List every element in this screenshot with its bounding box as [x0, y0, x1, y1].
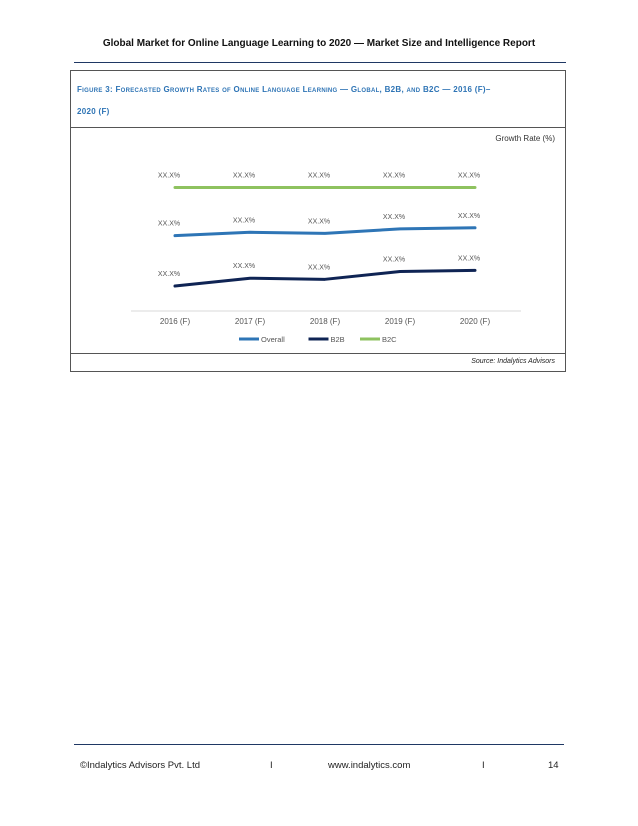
line-chart — [71, 71, 565, 371]
chart-title: Growth Rate (%) — [495, 134, 555, 143]
data-label-overall: XX.X% — [232, 217, 256, 225]
figure-box — [70, 70, 566, 372]
footer-separator: I — [270, 760, 273, 771]
footer-divider — [74, 744, 564, 745]
data-label-b2c: XX.X% — [457, 172, 481, 180]
figure-source: Source: Indalytics Advisors — [471, 358, 555, 365]
data-label-overall: XX.X% — [457, 212, 481, 220]
series-line-overall — [175, 228, 475, 236]
source-divider — [71, 353, 565, 354]
footer-separator: I — [482, 760, 485, 771]
series-line-b2b — [175, 270, 475, 286]
data-label-b2b: XX.X% — [307, 264, 331, 272]
x-tick-label: 2016 (F) — [159, 317, 191, 326]
footer-website[interactable]: www.indalytics.com — [328, 760, 411, 771]
x-tick-label: 2019 (F) — [384, 317, 416, 326]
data-label-overall: XX.X% — [382, 213, 406, 221]
x-tick-label: 2017 (F) — [234, 317, 266, 326]
figure-caption-line1: Figure 3: Forecasted Growth Rates of Online Language Learning — Global, B2B, and B2C — 2016 (F)– — [77, 85, 491, 94]
footer-page-number: 14 — [548, 760, 559, 771]
footer-copyright: ©Indalytics Advisors Pvt. Ltd — [80, 760, 200, 771]
data-label-b2b: XX.X% — [157, 271, 181, 279]
legend-label-b2c: B2C — [382, 335, 397, 344]
page-header-title: Global Market for Online Language Learning to 2020 — Market Size and Intelligence Report — [102, 38, 536, 49]
data-label-b2b: XX.X% — [457, 255, 481, 263]
data-label-b2c: XX.X% — [232, 172, 256, 180]
data-label-b2b: XX.X% — [382, 256, 406, 264]
data-label-b2c: XX.X% — [157, 172, 181, 180]
data-label-overall: XX.X% — [157, 220, 181, 228]
legend-label-overall: Overall — [261, 335, 285, 344]
x-tick-label: 2018 (F) — [309, 317, 341, 326]
data-label-overall: XX.X% — [307, 218, 331, 226]
figure-caption-line2: 2020 (F) — [77, 107, 110, 116]
header-divider — [74, 62, 566, 63]
data-label-b2c: XX.X% — [307, 172, 331, 180]
data-label-b2b: XX.X% — [232, 263, 256, 271]
x-tick-label: 2020 (F) — [459, 317, 491, 326]
legend-label-b2b: B2B — [330, 335, 345, 344]
data-label-b2c: XX.X% — [382, 172, 406, 180]
